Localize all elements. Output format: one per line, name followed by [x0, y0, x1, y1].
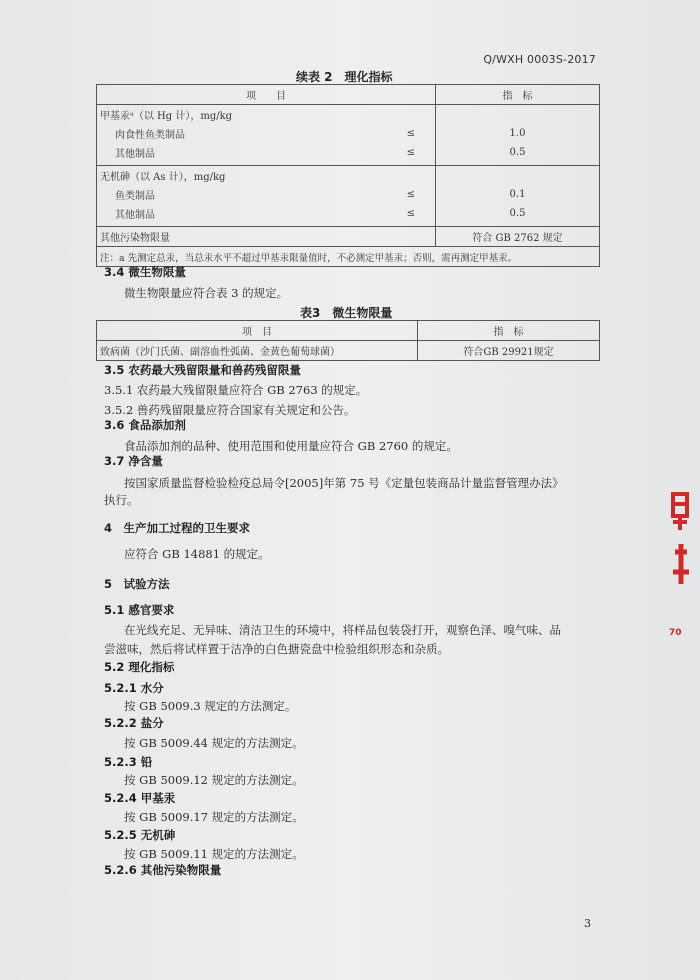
- table3-header-item: 项 目: [242, 327, 272, 338]
- section-3-5-2-text: 3.5.2 兽药残留限量应符合国家有关规定和公告。: [104, 403, 356, 417]
- section-5-2-3-heading: 5.2.3 铅: [104, 755, 153, 769]
- section-3-5-1-text: 3.5.1 农药最大残留限量应符合 GB 2763 的规定。: [104, 383, 368, 397]
- leq-symbol: ≤: [406, 208, 415, 219]
- section-3-5-heading: 3.5 农药最大残留限量和兽药残留限量: [104, 363, 301, 377]
- table2-note: 注：a 先测定总汞，当总汞水平不超过甲基汞限量值时，不必测定甲基汞；否则，需再测定甲基汞。: [100, 252, 518, 264]
- other-products-label: 其他制品: [115, 210, 155, 221]
- section-5-1-heading: 5.1 感官要求: [104, 603, 175, 617]
- section-5-2-2-text: 按 GB 5009.44 规定的方法测定。: [124, 736, 304, 750]
- pathogens-label: 致病菌（沙门氏菌、副溶血性弧菌、金黄色葡萄球菌）: [100, 347, 340, 358]
- section-3-7-text-line2: 执行。: [104, 493, 139, 507]
- section-5-2-4-text: 按 GB 5009.17 规定的方法测定。: [124, 810, 304, 824]
- section-5-2-6-heading: 5.2.6 其他污染物限量: [104, 863, 222, 877]
- table3-header-row: [97, 321, 600, 341]
- section-5-2-4-heading: 5.2.4 甲基汞: [104, 791, 176, 805]
- section-3-7-text-line1: 按国家质量监督检验检疫总局令[2005]年第 75 号《定量包装商品计量监督管理办法》: [124, 476, 564, 490]
- page-number: 3: [584, 917, 591, 930]
- pathogens-value: 符合GB 29921规定: [463, 347, 554, 358]
- section-5-1-text-line1: 在光线充足、无异味、清洁卫生的环境中，将样品包装袋打开，观察色泽、嗅气味、品: [124, 623, 561, 637]
- section-5-2-2-heading: 5.2.2 盐分: [104, 716, 164, 730]
- section-5-2-5-heading: 5.2.5 无机砷: [104, 828, 176, 842]
- document-code: Q/WXH 0003S-2017: [483, 53, 596, 66]
- stamp-seal-icon: [665, 482, 695, 622]
- table2-header-index: 指 标: [436, 85, 600, 105]
- table-row: [97, 166, 600, 227]
- table3-title: 表3 微生物限量: [300, 306, 393, 320]
- stamp-number-fragment: 70: [669, 628, 682, 638]
- table2-header-item: 项 目: [97, 85, 436, 105]
- carnivorous-fish-label: 肉食性鱼类制品: [115, 130, 185, 141]
- section-4-heading: 4 生产加工过程的卫生要求: [104, 521, 251, 535]
- table2-header-row: [97, 85, 600, 105]
- table3: [96, 320, 600, 361]
- methylmercury-label: 甲基汞ᵃ（以 Hg 计），mg/kg: [100, 111, 233, 122]
- other-contaminants-value: 符合 GB 2762 规定: [472, 233, 563, 244]
- arsenic-other-value: 0.5: [509, 208, 526, 219]
- table2-title: 续表 2 理化指标: [296, 70, 393, 84]
- red-stamp-fragment: [665, 482, 695, 622]
- section-5-1-text-line2: 尝滋味，然后将试样置于洁净的白色搪瓷盘中检验组织形态和杂质。: [104, 642, 449, 656]
- leq-symbol: ≤: [406, 189, 415, 200]
- table-row: [97, 105, 600, 166]
- table-row: [97, 341, 600, 361]
- section-5-2-1-heading: 5.2.1 水分: [104, 681, 164, 695]
- section-5-2-1-text: 按 GB 5009.3 规定的方法测定。: [124, 699, 297, 713]
- table-row: [97, 227, 600, 247]
- section-5-heading: 5 试验方法: [104, 577, 170, 591]
- section-5-2-5-text: 按 GB 5009.11 规定的方法测定。: [124, 847, 304, 861]
- section-3-6-heading: 3.6 食品添加剂: [104, 418, 186, 432]
- section-3-6-text: 食品添加剂的品种、使用范围和使用量应符合 GB 2760 的规定。: [124, 439, 458, 453]
- other-products-label: 其他制品: [115, 149, 155, 160]
- leq-symbol: ≤: [406, 147, 415, 158]
- section-3-4-text: 微生物限量应符合表 3 的规定。: [124, 286, 289, 300]
- section-3-7-heading: 3.7 净含量: [104, 454, 163, 468]
- table3-header-index: 指 标: [493, 327, 524, 338]
- section-4-text: 应符合 GB 14881 的规定。: [124, 547, 270, 561]
- arsenic-fish-value: 0.1: [509, 189, 526, 200]
- section-5-2-3-text: 按 GB 5009.12 规定的方法测定。: [124, 773, 304, 787]
- methylmercury-fish-value: 1.0: [509, 128, 526, 139]
- inorganic-arsenic-label: 无机砷（以 As 计），mg/kg: [100, 172, 226, 183]
- fish-products-label: 鱼类制品: [115, 191, 155, 202]
- section-3-4-heading: 3.4 微生物限量: [104, 265, 186, 279]
- other-contaminants-label: 其他污染物限量: [100, 233, 170, 244]
- methylmercury-other-value: 0.5: [509, 147, 526, 158]
- leq-symbol: ≤: [406, 128, 415, 139]
- table2: [96, 84, 600, 267]
- section-5-2-heading: 5.2 理化指标: [104, 660, 175, 674]
